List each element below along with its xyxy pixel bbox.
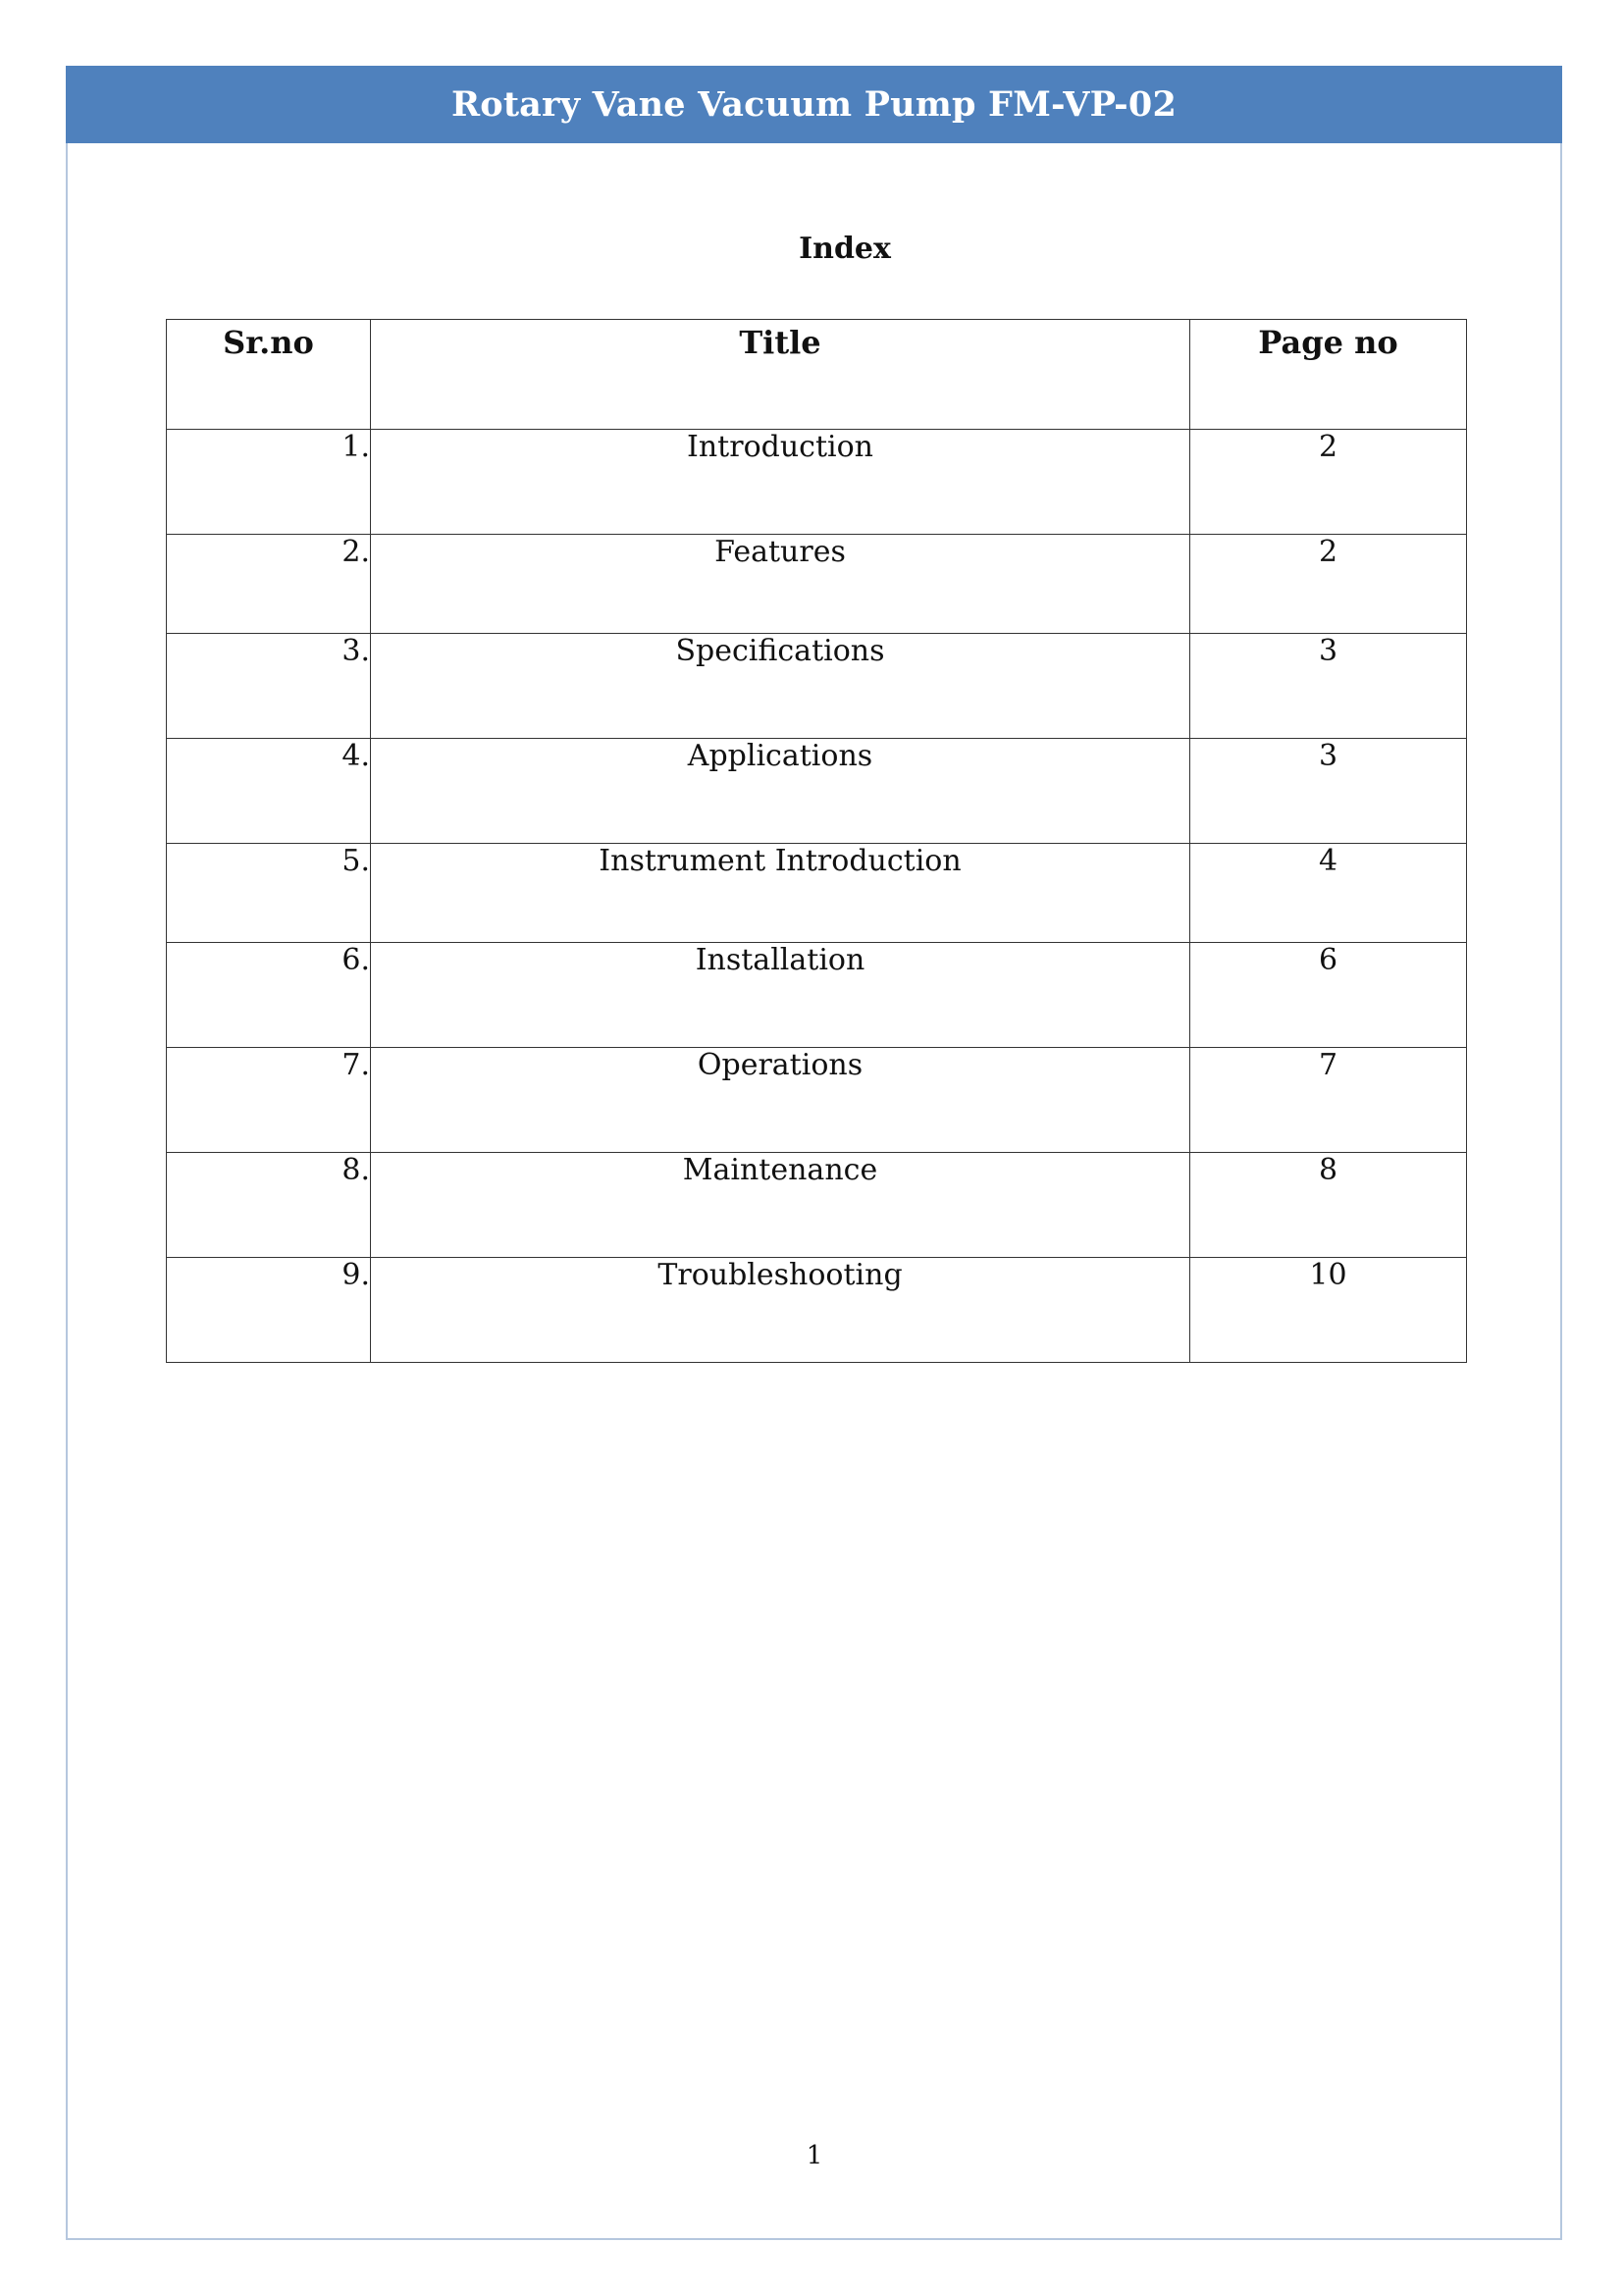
row-title: Features xyxy=(371,535,1190,634)
table-row xyxy=(167,1048,1467,1153)
column-header-page-no: Page no xyxy=(1190,320,1467,430)
row-sr-no: 7. xyxy=(167,1048,371,1153)
page-number: 1 xyxy=(806,2141,823,2170)
row-title: Specifications xyxy=(371,634,1190,739)
row-page-no: 7 xyxy=(1190,1048,1467,1153)
table-row xyxy=(167,1153,1467,1258)
row-page-no: 2 xyxy=(1190,535,1467,634)
table-row xyxy=(167,1258,1467,1363)
row-sr-no: 2. xyxy=(167,535,371,634)
column-header-sr-no: Sr.no xyxy=(167,320,371,430)
row-sr-no: 4. xyxy=(167,739,371,844)
row-page-no: 3 xyxy=(1190,634,1467,739)
row-title: Operations xyxy=(371,1048,1190,1153)
row-sr-no: 8. xyxy=(167,1153,371,1258)
row-title: Maintenance xyxy=(371,1153,1190,1258)
row-title: Applications xyxy=(371,739,1190,844)
row-page-no: 2 xyxy=(1190,430,1467,535)
row-title: Instrument Introduction xyxy=(371,844,1190,943)
row-sr-no: 3. xyxy=(167,634,371,739)
table-header-row xyxy=(167,320,1467,430)
table-row xyxy=(167,943,1467,1048)
column-header-title: Title xyxy=(371,320,1190,430)
index-heading: Index xyxy=(799,232,891,266)
row-page-no: 10 xyxy=(1190,1258,1467,1363)
row-title: Introduction xyxy=(371,430,1190,535)
row-title: Troubleshooting xyxy=(371,1258,1190,1363)
row-title: Installation xyxy=(371,943,1190,1048)
table-row xyxy=(167,844,1467,943)
table-row xyxy=(167,535,1467,634)
table-row xyxy=(167,430,1467,535)
row-sr-no: 6. xyxy=(167,943,371,1048)
row-sr-no: 1. xyxy=(167,430,371,535)
row-page-no: 8 xyxy=(1190,1153,1467,1258)
row-page-no: 6 xyxy=(1190,943,1467,1048)
table-row xyxy=(167,739,1467,844)
document-title: Rotary Vane Vacuum Pump FM-VP-02 xyxy=(450,84,1178,125)
index-table xyxy=(166,319,1467,1363)
row-page-no: 4 xyxy=(1190,844,1467,943)
row-sr-no: 5. xyxy=(167,844,371,943)
table-row xyxy=(167,634,1467,739)
header-bar xyxy=(66,66,1562,143)
row-sr-no: 9. xyxy=(167,1258,371,1363)
row-page-no: 3 xyxy=(1190,739,1467,844)
